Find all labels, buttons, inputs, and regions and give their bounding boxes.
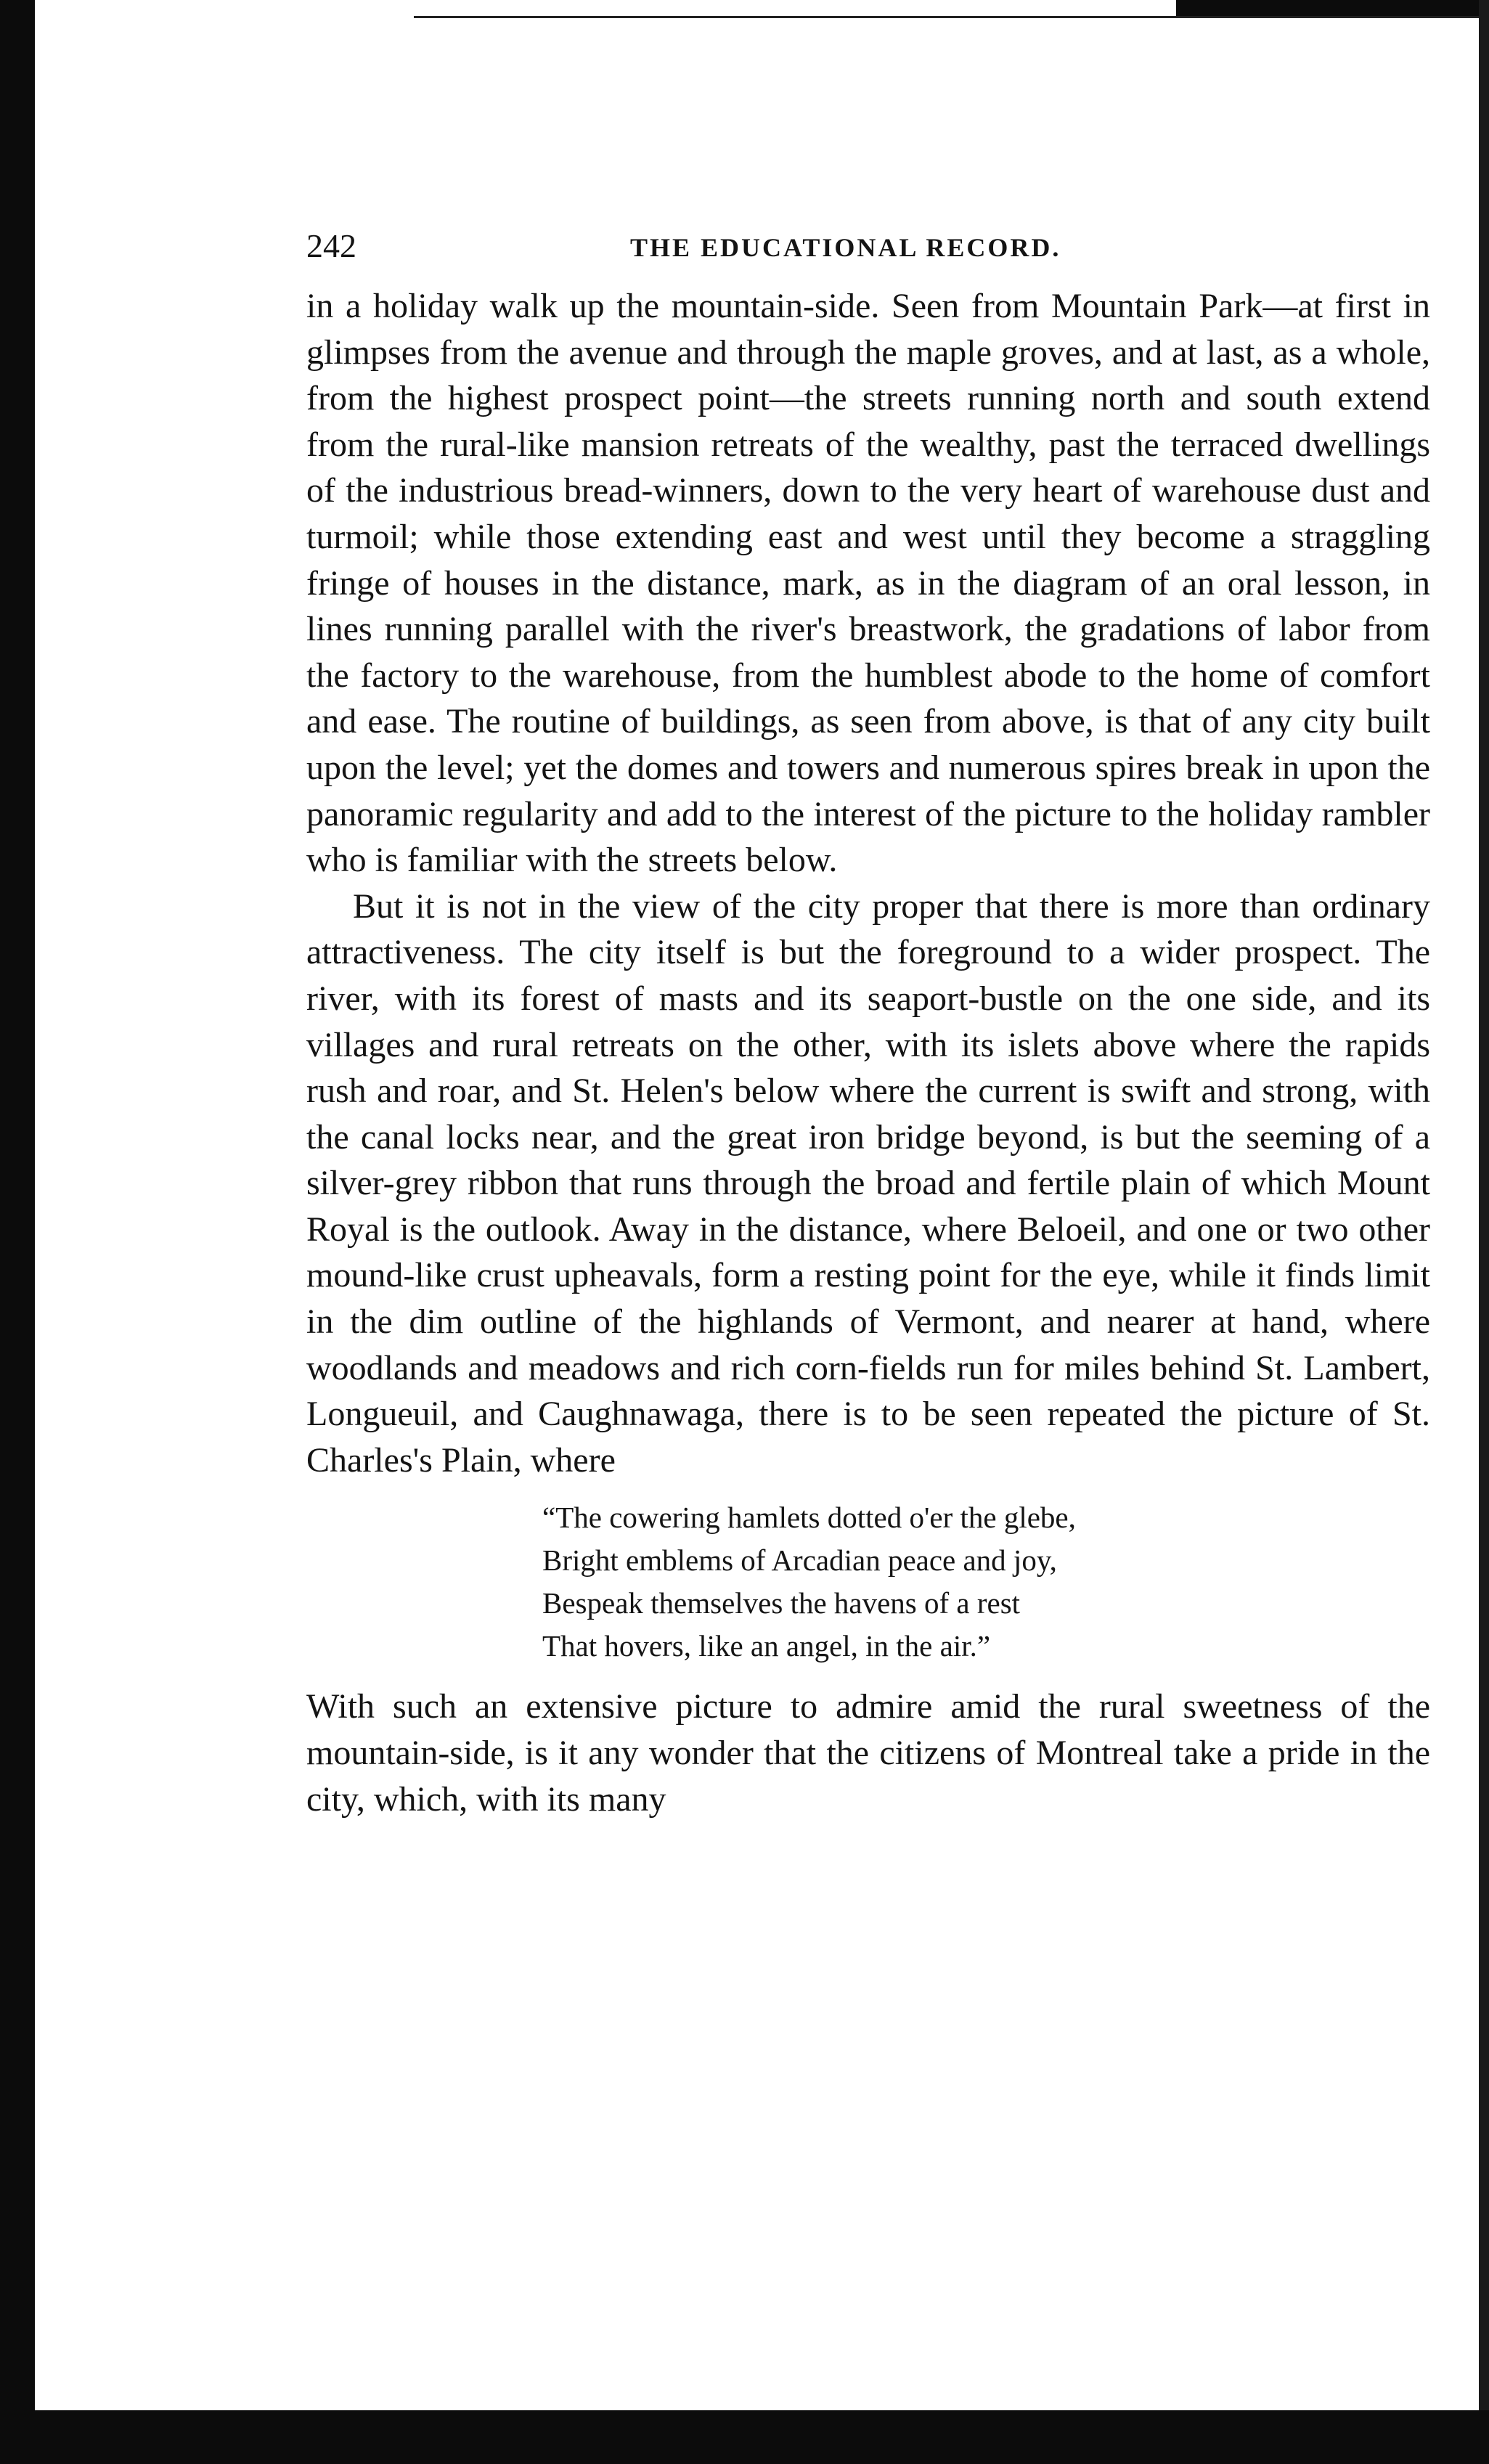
journal-title: THE EDUCATIONAL RECORD. <box>630 233 1061 262</box>
running-head <box>306 218 1430 283</box>
scan-top-rule <box>414 16 1481 18</box>
paragraph-continued: in a holiday walk up the mountain-side. Seen from Mountain Park—at first in glimpses from the avenue and through the maple groves, and at last, as a whole, from the highest prospect point—the streets running north and south extend from the rural-like mansion retreats of the wealthy, past the terraced dwellings of the industrious bread-winners, down to the very heart of warehouse dust and turmoil; while those extending east and west until they become a straggling fringe of houses in the distance, mark, as in the diagram of an oral lesson, in lines running parallel with the river's breastwork, the gradations of labor from the factory to the warehouse, from the humblest abode to the home of comfort and ease. The routine of buildings, as seen from above, is that of any city built upon the level; yet the domes and towers and numerous spires break in upon the panoramic regularity and add to the interest of the picture to the holiday rambler who is familiar with the streets below. <box>306 287 1430 880</box>
page-number: 242 <box>306 227 356 264</box>
scan-bottom-border <box>0 2410 1489 2464</box>
scan-top-border <box>1176 0 1489 16</box>
verse-line: Bespeak themselves the havens of a rest <box>542 1586 1021 1620</box>
verse-quotation <box>542 1496 1430 1668</box>
verse-line: Bright emblems of Arcadian peace and joy, <box>542 1543 1057 1578</box>
scan-left-border <box>0 0 35 2464</box>
paragraph: But it is not in the view of the city proper that there is more than ordinary attractiveness. The city itself is but the foreground to a wider prospect. The river, with its forest of masts and its seaport-bustle on the one side, and its villages and rural retreats on the other, with its islets above where the rapids rush and roar, and St. Helen's below where the current is swift and strong, with the canal locks near, and the great iron bridge beyond, is but the seeming of a silver-grey ribbon that runs through the broad and fertile plain of which Mount Royal is the outlook. Away in the distance, where Beloeil, and one or two other mound-like crust upheavals, form a resting point for the eye, while it finds limit in the dim outline of the highlands of Vermont, and nearer at hand, where woodlands and meadows and rich corn-fields run for miles behind St. Lambert, Longueuil, and Caughnawaga, there is to be seen repeated the picture of St. Charles's Plain, where <box>306 886 1430 1480</box>
verse-line: That hovers, like an angel, in the air.” <box>542 1629 991 1663</box>
verse-line: “The cowering hamlets dotted o'er the glebe, <box>542 1501 1076 1535</box>
scan-right-border <box>1479 0 1489 2464</box>
paragraph-continuation: With such an extensive picture to admire amid the rural sweetness of the mountain-side, is it any wonder that the citizens of Montreal take a pride in the city, which, with its many <box>306 1687 1430 1819</box>
book-page <box>306 218 1430 1822</box>
